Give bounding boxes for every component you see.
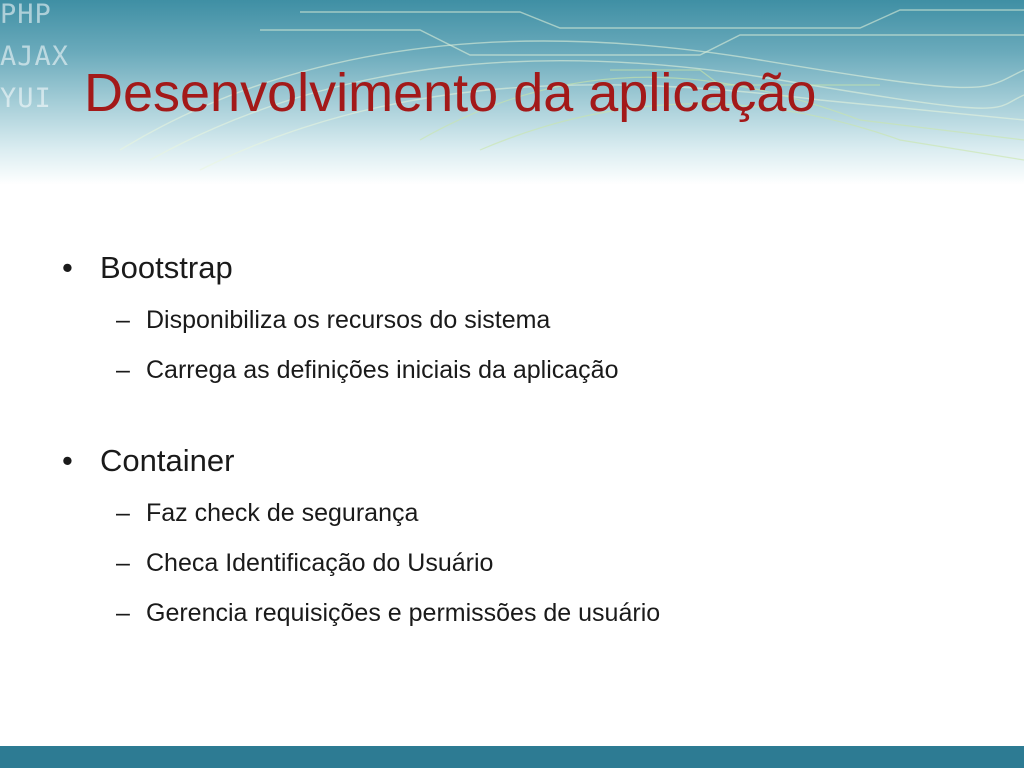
sub-item-text: Checa Identificação do Usuário (146, 549, 494, 577)
bullet-marker: • (62, 250, 73, 285)
sub-item (58, 345, 998, 395)
tech-label-php: PHP (0, 0, 52, 30)
sub-item (58, 295, 998, 345)
sub-item-text: Faz check de segurança (146, 499, 419, 527)
tech-label-ajax: AJAX (0, 41, 70, 72)
tech-label-yui: YUI (0, 83, 52, 114)
dash-marker: – (116, 306, 130, 334)
container-sub-list (58, 488, 998, 638)
dash-marker: – (116, 356, 130, 384)
slide-content (58, 246, 998, 682)
bullet-container (58, 439, 998, 483)
bootstrap-sub-list (58, 295, 998, 395)
sub-item (58, 588, 998, 638)
sub-item (58, 538, 998, 588)
bullet-label: Bootstrap (100, 250, 233, 285)
slide-title: Desenvolvimento da aplicação (84, 63, 817, 123)
sub-item (58, 488, 998, 538)
tech-labels (0, 0, 69, 120)
bullet-bootstrap (58, 246, 998, 290)
footer-bar (0, 746, 1024, 768)
bullet-marker: • (62, 443, 73, 478)
bullet-label: Container (100, 443, 235, 478)
dash-marker: – (116, 499, 130, 527)
dash-marker: – (116, 599, 130, 627)
sub-item-text: Gerencia requisições e permissões de usuário (146, 599, 661, 627)
sub-item-text: Disponibiliza os recursos do sistema (146, 306, 551, 334)
dash-marker: – (116, 549, 130, 577)
sub-item-text: Carrega as definições iniciais da aplicação (146, 356, 619, 384)
